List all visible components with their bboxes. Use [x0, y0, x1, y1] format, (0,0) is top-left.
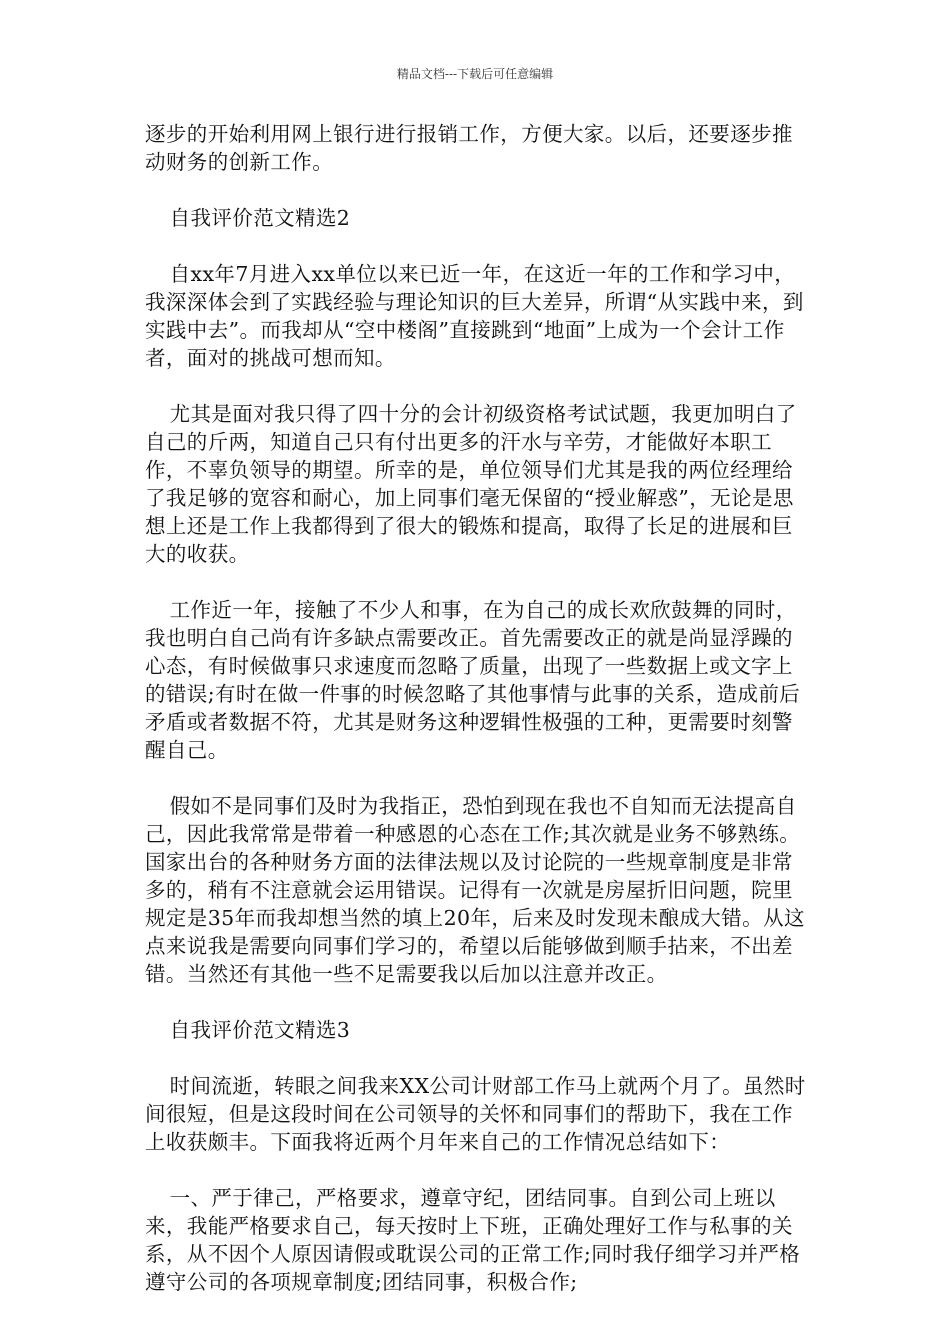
page-header: 精品文档---下载后可任意编辑 [396, 67, 554, 81]
paragraph: 逐步的开始利用网上银行进行报销工作，方便大家。以后，还要逐步推动财务的创新工作。 [145, 122, 793, 174]
paragraph: 假如不是同事们及时为我指正，恐怕到现在我也不自知而无法提高自己，因此我常常是带着一种感恩的心态在工作;其次就是业务不够熟练。国家出台的各种财务方面的法律法规以及讨论院的一些规章制度是非常多的，稍有不注意就会运用错误。记得有一次就是房屋折旧问题，院里规定是35年而我却想当然的填上20年，后来及时发现未酿成大错。从这点来说我是需要向同事们学习的，希望以后能够做到顺手拈来，不出差错。当然还有其他一些不足需要我以后加以注意并改正。 [145, 794, 805, 986]
section-heading: 自我评价范文精选3 [169, 1018, 351, 1042]
paragraph: 工作近一年，接触了不少人和事，在为自己的成长欢欣鼓舞的同时，我也明白自己尚有许多缺点需要改正。首先需要改正的就是尚显浮躁的心态，有时候做事只求速度而忽略了质量，出现了一些数据上或文字上的错误;有时在做一件事的时候忽略了其他事情与此事的关系，造成前后矛盾或者数据不符，尤其是财务这种逻辑性极强的工种，更需要时刻警醒自己。 [145, 598, 801, 762]
paragraph: 自xx年7月进入xx单位以来已近一年，在这近一年的工作和学习中，我深深体会到了实践经验与理论知识的巨大差异，所谓“从实践中来，到实践中去”。而我却从“空中楼阁”直接跳到“地面”上成为一个会计工作者，面对的挑战可想而知。 [145, 262, 804, 370]
paragraph: 一、严于律己，严格要求，遵章守纪，团结同事。自到公司上班以来，我能严格要求自己，每天按时上下班，正确处理好工作与私事的关系，从不因个人原因请假或耽误公司的正常工作;同时我仔细学习并严格遵守公司的各项规章制度;团结同事，积极合作; [145, 1186, 801, 1294]
paragraph: 尤其是面对我只得了四十分的会计初级资格考试试题，我更加明白了自己的斤两，知道自己只有付出更多的汗水与辛劳，才能做好本职工作，不辜负领导的期望。所幸的是，单位领导们尤其是我的两位经理给了我足够的宽容和耐心，加上同事们毫无保留的“授业解惑”，无论是思想上还是工作上我都得到了很大的锻炼和提高，取得了长足的进展和巨大的收获。 [145, 402, 797, 566]
section-heading: 自我评价范文精选2 [169, 206, 351, 230]
document-body [145, 120, 810, 1324]
paragraph: 时间流逝，转眼之间我来XX公司计财部工作马上就两个月了。虽然时间很短，但是这段时间在公司领导的关怀和同事们的帮助下，我在工作上收获颇丰。下面我将近两个月年来自己的工作情况总结如下： [145, 1074, 806, 1154]
